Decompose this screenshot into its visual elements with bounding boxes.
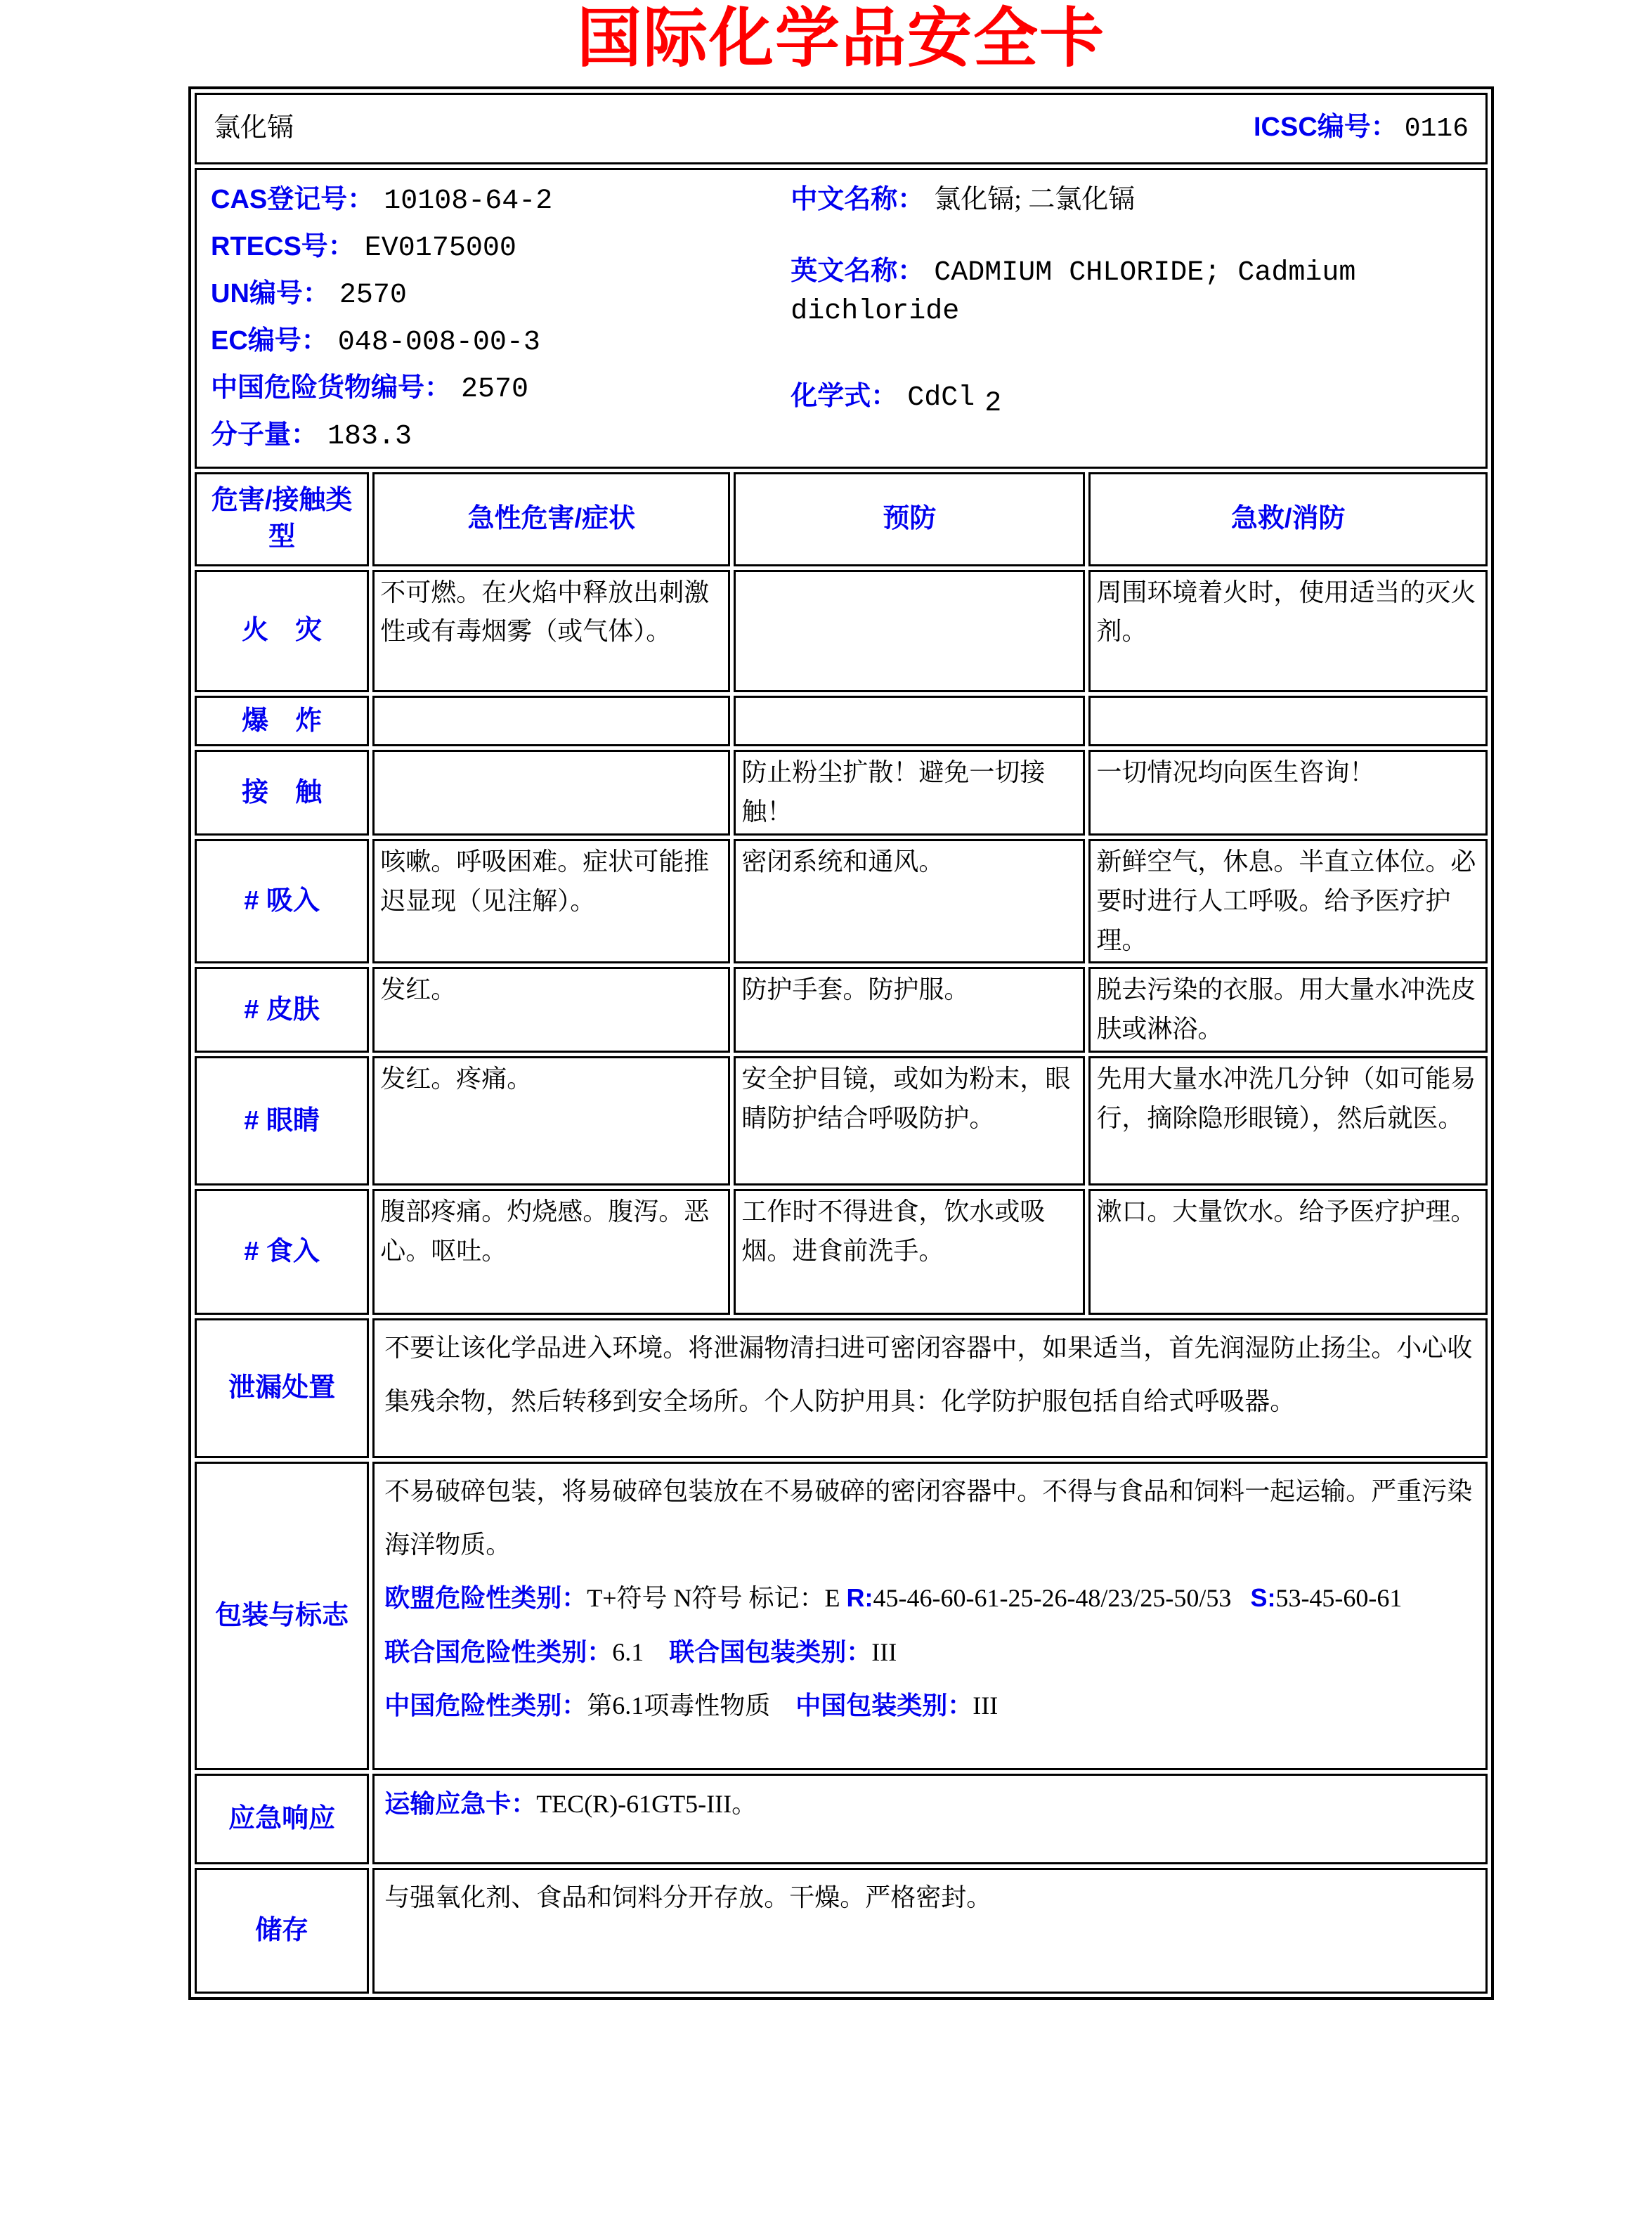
- skin-symptoms-cell: 发红。: [372, 967, 730, 1053]
- china-dg-label: 中国危险货物编号：: [211, 372, 452, 403]
- hazard-row-exposure: [195, 750, 1488, 836]
- hazard-row-skin: [195, 967, 1488, 1053]
- id-field-un: [211, 271, 791, 318]
- storage-label-cell: 储存: [195, 1868, 369, 1994]
- section-row-spillage: [195, 1318, 1488, 1458]
- hazard-header-prevention: 预防: [734, 472, 1085, 566]
- hazard-row-inhalation: [195, 839, 1488, 963]
- molweight-value: 183.3: [327, 420, 412, 453]
- storage-paragraph: 与强氧化剂、食品和饲料分开存放。干燥。严格密封。: [384, 1883, 992, 1912]
- fire-symptoms-cell: 不可燃。在火焰中释放出刺激性或有毒烟雾（或气体）。: [372, 570, 730, 692]
- emergency-label-cell: 应急响应: [195, 1774, 369, 1864]
- card-header-cell: [195, 93, 1488, 164]
- storage-content-cell: [372, 1868, 1488, 1994]
- fire-type-cell: 火 灾: [195, 570, 369, 692]
- fire-firstaid-cell: 周围环境着火时，使用适当的灭火剂。: [1088, 570, 1488, 692]
- chinese-name-row: [791, 177, 1471, 222]
- rtecs-value: EV0175000: [364, 232, 516, 264]
- explosion-symptoms-cell: [372, 696, 730, 747]
- english-name-label: 英文名称：: [791, 256, 925, 286]
- exposure-symptoms-cell: [372, 750, 730, 836]
- eyes-symptoms-cell: 发红。疼痛。: [372, 1056, 730, 1186]
- cas-value: 10108-64-2: [384, 185, 553, 217]
- explosion-type-cell: 爆 炸: [195, 696, 369, 747]
- explosion-prevention-cell: [734, 696, 1085, 747]
- card-header-row: [195, 93, 1488, 164]
- ingestion-prevention-cell: 工作时不得进食，饮水或吸烟。进食前洗手。: [734, 1189, 1085, 1315]
- hazard-header-firstaid: 急救/消防: [1088, 472, 1488, 566]
- hazard-header-symptoms: 急性危害/症状: [372, 472, 730, 566]
- hazard-row-eyes: [195, 1056, 1488, 1186]
- formula-value: CdCl: [907, 382, 975, 414]
- formula-label: 化学式：: [791, 381, 898, 411]
- spillage-label-cell: 泄漏处置: [195, 1318, 369, 1458]
- icsc-number-label: ICSC编号：: [1253, 112, 1398, 142]
- spillage-paragraph: 不要让该化学品进入环境。将泄漏物清扫进可密闭容器中，如果适当，首先润湿防止扬尘。小心收集残余物，然后转移到安全场所。个人防护用具：化学防护服包括自给式呼吸器。: [384, 1334, 1473, 1415]
- packaging-un-class-paragraph: 联合国危险性类别：6.1 联合国包装类别：III: [384, 1637, 897, 1666]
- identification-row: [195, 168, 1488, 469]
- chinese-name-label: 中文名称：: [791, 184, 925, 214]
- hazard-row-fire: [195, 570, 1488, 692]
- eyes-type-cell: # 眼睛: [195, 1056, 369, 1186]
- packaging-content-cell: [372, 1462, 1488, 1770]
- section-row-emergency: [195, 1774, 1488, 1864]
- safety-card-table: [188, 86, 1494, 2000]
- page-title: 国际化学品安全卡: [576, 0, 1105, 76]
- eyes-prevention-cell: 安全护目镜，或如为粉末，眼睛防护结合呼吸防护。: [734, 1056, 1085, 1186]
- china-dg-value: 2570: [461, 373, 529, 405]
- ec-label: EC编号：: [211, 325, 328, 356]
- icsc-number-value: 0116: [1404, 113, 1469, 144]
- packaging-label-cell: 包装与标志: [195, 1462, 369, 1770]
- packaging-china-class-paragraph: 中国危险性类别：第6.1项毒性物质 中国包装类别：III: [384, 1691, 999, 1720]
- hazard-row-ingestion: [195, 1189, 1488, 1315]
- ingestion-firstaid-cell: 漱口。大量饮水。给予医疗护理。: [1088, 1189, 1488, 1315]
- un-value: 2570: [339, 279, 407, 311]
- id-right-column: [791, 177, 1471, 460]
- substance-name: 氯化镉: [214, 113, 294, 143]
- id-field-china-dg: [211, 365, 791, 413]
- cas-label: CAS登记号：: [211, 184, 375, 214]
- emergency-content-cell: [372, 1774, 1488, 1864]
- id-field-rtecs: [211, 224, 791, 271]
- rtecs-label: RTECS号：: [211, 231, 355, 261]
- id-field-ec: [211, 318, 791, 365]
- hazard-row-explosion: [195, 696, 1488, 747]
- hazard-header-row: [195, 472, 1488, 566]
- english-name-value: CADMIUM CHLORIDE; Cadmium dichloride: [791, 256, 1373, 327]
- exposure-type-cell: 接 触: [195, 750, 369, 836]
- section-row-storage: [195, 1868, 1488, 1994]
- ingestion-type-cell: # 食入: [195, 1189, 369, 1315]
- skin-firstaid-cell: 脱去污染的衣服。用大量水冲洗皮肤或淋浴。: [1088, 967, 1488, 1053]
- identification-cell: [195, 168, 1488, 469]
- formula-subscript: 2: [984, 388, 1002, 420]
- un-label: UN编号：: [211, 278, 330, 308]
- english-name-row: [791, 253, 1471, 330]
- icsc-number: [1254, 107, 1469, 150]
- chinese-name-value: 氯化镉; 二氯化镉: [934, 184, 1136, 214]
- packaging-transport-paragraph: 不易破碎包装，将易破碎包装放在不易破碎的密闭容器中。不得与食品和饲料一起运输。严重污染海洋物质。: [384, 1477, 1473, 1559]
- section-row-packaging: [195, 1462, 1488, 1770]
- eyes-firstaid-cell: 先用大量水冲洗几分钟（如可能易行，摘除隐形眼镜），然后就医。: [1088, 1056, 1488, 1186]
- explosion-firstaid-cell: [1088, 696, 1488, 747]
- inhalation-symptoms-cell: 咳嗽。呼吸困难。症状可能推迟显现（见注解）。: [372, 839, 730, 963]
- emergency-paragraph: 运输应急卡：TEC(R)-61GT5-III。: [384, 1789, 757, 1819]
- ingestion-symptoms-cell: 腹部疼痛。灼烧感。腹泻。恶心。呕吐。: [372, 1189, 730, 1315]
- inhalation-prevention-cell: 密闭系统和通风。: [734, 839, 1085, 963]
- page-title-wrap: [188, 0, 1494, 76]
- formula-row: [791, 374, 1471, 427]
- packaging-eu-class-paragraph: 欧盟危险性类别：T+符号 N符号 标记：E R:45-46-60-61-25-26-48/23/25-50/53 S:53-45-60-61: [384, 1583, 1403, 1613]
- skin-type-cell: # 皮肤: [195, 967, 369, 1053]
- skin-prevention-cell: 防护手套。防护服。: [734, 967, 1085, 1053]
- inhalation-type-cell: # 吸入: [195, 839, 369, 963]
- molweight-label: 分子量：: [211, 420, 318, 450]
- exposure-prevention-cell: 防止粉尘扩散！避免一切接触！: [734, 750, 1085, 836]
- ec-value: 048-008-00-3: [337, 326, 540, 358]
- fire-prevention-cell: [734, 570, 1085, 692]
- id-field-cas: [211, 177, 791, 224]
- exposure-firstaid-cell: 一切情况均向医生咨询！: [1088, 750, 1488, 836]
- spillage-content-cell: [372, 1318, 1488, 1458]
- hazard-header-type: 危害/接触类型: [195, 472, 369, 566]
- inhalation-firstaid-cell: 新鲜空气，休息。半直立体位。必要时进行人工呼吸。给予医疗护理。: [1088, 839, 1488, 963]
- id-left-column: [211, 177, 791, 460]
- id-field-molweight: [211, 413, 791, 460]
